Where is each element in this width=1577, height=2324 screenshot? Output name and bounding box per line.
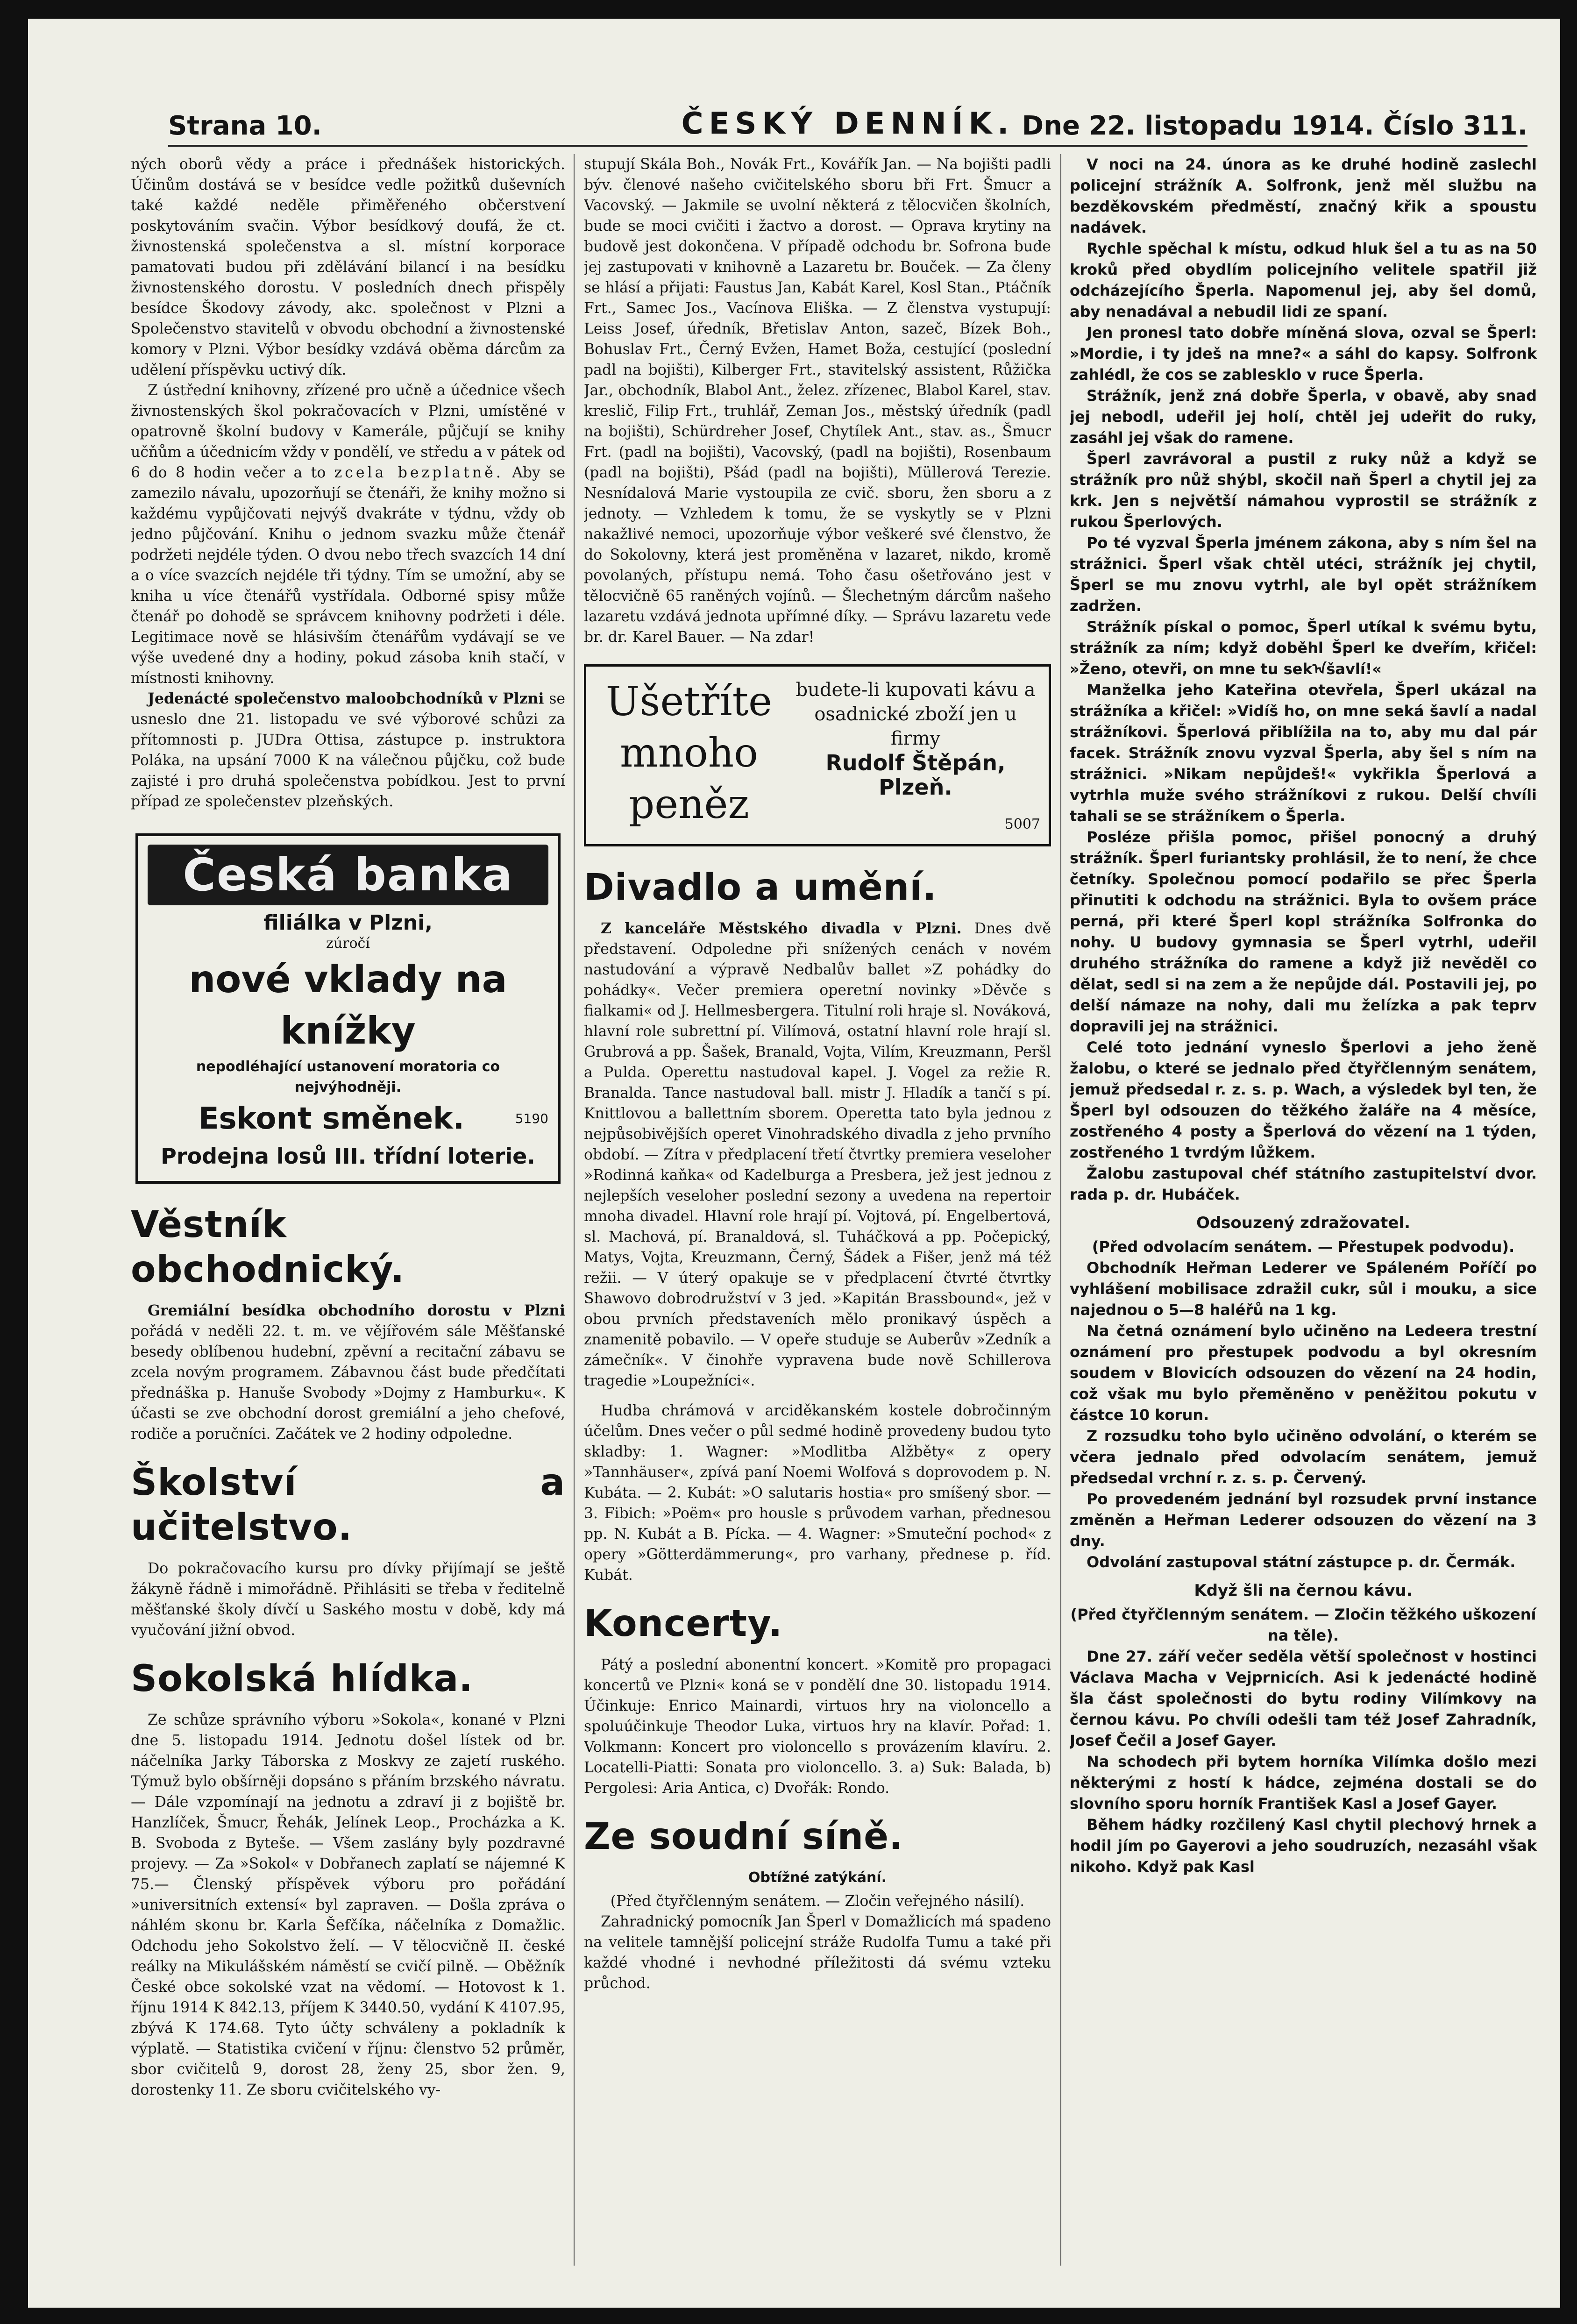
article-paragraph: Po provedeném jednání byl rozsudek první instance změněn a Heřman Lederer odsouzen do vězení na 3 dny.: [1070, 1490, 1537, 1550]
lead-in: Z kanceláře Městského divadla v Plzni.: [601, 920, 962, 937]
article-paragraph: Strážník pískal o pomoc, Šperl utíkal k svému bytu, strážník za ním; když doběhl Šperl ke dveřím, křičel: »Ženo, otevři, on mne tu sekᠠšavlí!«: [1070, 618, 1537, 678]
article-paragraph: Během hádky rozčilený Kasl chytil plechový hrnek a hodil jím po Gayerovi a jeho soudruzích, nezasáhl však nikoho. Když pak Kasl: [1070, 1816, 1537, 1876]
ad-line: filiálka v Plzni,: [263, 911, 433, 935]
section-heading: Školství a učitelstvo.: [131, 1462, 565, 1549]
article-paragraph: Obchodník Heřman Lederer ve Spáleném Poříčí po vyhlášení mobilisace zdražil cukr, sůl i mouku, a sice najednou o 5—8 haléřů na 1 kg.: [1070, 1259, 1537, 1319]
article-paragraph: Na četná oznámení bylo učiněno na Ledeera trestní oznámení pro přestupek podvodu a byl okresním soudem v Blovicích odsouzen do vězení na 24 hodin, což však mu bylo přeměněno v peněžitou pokutu v částce 10 korun.: [1070, 1322, 1537, 1424]
article-paragraph: Ze schůze správního výboru »Sokola«, konané v Plzni dne 5. listopadu 1914. Jednotu došel lístek od br. náčelníka Jarky Táborska z Moskvy ze zajetí ruského. Týmuž bylo obšírněji dopsáno s přáním brzského návratu. — Dále vzpomínají na jednotu a zdraví ji z bojiště br. Hanzlíček, Šmucr, Řehák, Jelínek Leop., Procházka a K. B. Svoboda z Byteše. — Všem zaslány byly pozdravné projevy. — Za »Sokol« v Dobřanech zaplatí se nájemné K 75.— Členský příspěvek výboru pro pořádání »universitních extensí« byl zapraven. — Došla zpráva o náhlém skonu br. Karla Šefčíka, náčelníka z Domažlic. Odchodu jeho Sokolstvo želí. — V tělocvičně II. české reálky na Mikulášském náměstí se cvičí pilně. — Oběžník České obce sokolské vzat na vědomí. — Hotovost k 1. říjnu 1914 K 842.13, příjem K 3440.50, vydání K 4107.95, zbývá K 174.68. Tyto účty schváleny a pokladník k výplatě. — Statistika cvičení v říjnu: členstvo 52 průměr, sbor cvičitelů 9, dorost 28, ženy 25, sbor žen. 9, dorostenky 11. Ze sboru cvičitelského vy-: [131, 1712, 565, 2098]
page-header: [168, 93, 1527, 147]
newspaper-page: [28, 19, 1560, 2308]
column-rule: [1060, 154, 1061, 2266]
section-heading: Věstník obchodnický.: [131, 1204, 405, 1291]
article-paragraph: Do pokračovacího kursu pro dívky přijímají se ještě žákyně řádně i mimořádně. Přihlásiti se třeba v ředitelně měšťanské školy dívčí u Saského mostu v době, kdy má vyučování jižní obvod.: [131, 1560, 565, 1639]
article-paragraph: Gremiální besídka obchodního dorostu v Plzni pořádá v neděli 22. t. m. ve vějířovém sále Měšťanské besedy oblíbenou hudební, zpěvní a recitační zábavu se zcela novým programem. Zábavnou část bude předčítati přednáška p. Hanuše Svobody »Dojmy z Hamburku«. K účasti se zve obchodní dorost gremiální a jeho chefové, rodiče a poručníci. Začátek ve 2 hodiny odpoledne.: [131, 1302, 565, 1443]
article-paragraph: Jen pronesl tato dobře míněná slova, ozval se Šperl: »Mordie, i ty jdeš na mne?« a sáhl do kapsy. Solfronk zahlédl, že cos se zablesklo v ruce Šperla.: [1070, 324, 1537, 384]
section-heading: Divadlo a umění.: [584, 867, 937, 909]
ad-line: Eskont směnek. 5190: [148, 1098, 548, 1140]
article-paragraph: Strážník, jenž zná dobře Šperla, v obavě, aby snad jej nebodl, udeřil jej holí, chtěl jej udeřit do ruky, zasáhl jej však do ramene.: [1070, 387, 1537, 447]
article-paragraph: Z ústřední knihovny, zřízené pro učně a účednice všech živnostenských škol pokračovacích v Plzni, umístěné v opatrovně školní budovy v Kamerále, půjčují se knihy učňům a účednicím vždy v pondělí, ve středu a v pátek od 6 do 8 hodin večer a to zcela bezplatně. Aby se zamezilo návalu, upozorňují se čtenáři, že knihy možno si každému vypůjčovati nejvýš dvakráte v týdnu, vždy ob jedno půjčování. Knihu o jednom svazku může čtenář podržeti nejdéle týden. O dvou nebo třech svazcích 14 dní a o více svazcích nejdéle tři týdny. Tím se umožní, aby se kniha u více čtenářů vystřídala. Odborné spisy může čtenář po dohodě se správcem knihovny podržeti i déle. Legitimace nově se hlásivším čtenářům vydávají se ve výše uvedené dny a hodiny, pokud zásoba knih stačí, v místnosti knihovny.: [131, 382, 565, 687]
article-paragraph: Dne 27. září večer seděla větší společnost v hostinci Václava Macha v Vejprnicích. Asi k jedenácté hodině šla část společnosti do bytu rodiny Vilímkovy na černou kávu. Po chvíli odešli tam též Josef Zahradník, Josef Čečil a Josef Gayer.: [1070, 1648, 1537, 1749]
section-heading: Sokolská hlídka.: [131, 1658, 473, 1700]
article-paragraph: ných oborů vědy a práce i přednášek historických. Účinům dostává se v besídce vedle požitků duševních také každé neděle přiměřeného občerstvení poskytováním svačin. Výbor besídkový doufá, že ct. živnostenská společenstva a sl. místní korporace pamatovati budou při zdělávání bilancí i na besídku živnostenského dorostu. V posledních dnech přispěly besídce Škodovy závody, akc. společnost v Plzni a Společenstvo stavitelů v obvodu obchodní a živnostenské komory v Plzni. Výbor besídky vzdává oběma dárcům za udělení příspěvku uctivý dík.: [131, 156, 565, 378]
page-number: Strana 10.: [168, 111, 322, 141]
article-subheading: Odsouzený zdražovatel.: [1196, 1214, 1411, 1232]
article-paragraph: Na schodech při bytem horníka Vilímka došlo mezi některými z hostí k hádce, zejména dostali se do slovního sporu horník František Kasl a Josef Gayer.: [1070, 1753, 1537, 1812]
ad-line: nepodléhající ustanovení moratoria co nejvýhodněji.: [196, 1059, 500, 1095]
section-heading: Koncerty.: [584, 1603, 783, 1645]
article-paragraph: Šperl zavrávoral a pustil z ruky nůž a když se strážník pro nůž shýbl, skočil naň Šperl a chytil jej za krk. Jen s největší námahou vyprostil se strážník z rukou Šperlových.: [1070, 450, 1537, 531]
stepan-advertisement: [584, 664, 1051, 846]
article-subheading: Obtížné zatýkání.: [748, 1869, 887, 1886]
article-paragraph: Manželka jeho Kateřina otevřela, Šperl ukázal na strážníka a křičel: »Vidíš ho, on mne seká šavlí a nadal strážníkovi. Šperlová přiblížila na to, aby mu dal pár facek. Strážník znovu vyzval Šperla, aby šel s ním na strážnici. »Nikam nepůjdeš!« vykřikla Šperlová a vytrhla muže svého strážníkovi z rukou. Delší chvíli tahali se se strážníkem o Šperla.: [1070, 681, 1537, 825]
ad-line: Prodejna losů III. třídní loterie.: [161, 1144, 535, 1169]
masthead-title: ČESKÝ DENNÍK.: [681, 107, 1015, 141]
ad-headline: Ušetříte mnoho peněz: [605, 678, 773, 828]
article-paragraph: Po té vyzval Šperla jménem zákona, aby s ním šel na strážnici. Šperl však chtěl utéci, strážník jej chytil, Šperl se mu znovu vytrhl, ale byl opět strážníkem zadržen.: [1070, 534, 1537, 615]
article-paragraph: Celé toto jednání vyneslo Šperlovi a jeho ženě žalobu, o které se jednalo před čtyřčlenným senátem, jemuž předsedal r. z. s. p. Wach, a výsledek byl ten, že Šperl byl odsouzen do těžkého žaláře na 4 měsíce, zostřeného 4 posty a Šperlová do vězení na 1 týden, zostřeného 1 tvrdým lůžkem.: [1070, 1038, 1537, 1161]
column-rule: [574, 154, 575, 2266]
article-subheading-note: (Před čtyřčlenným senátem. — Zločin těžkého uškození na těle).: [1070, 1606, 1536, 1644]
lead-in: Gremiální besídka obchodního dorostu v Plzni: [148, 1302, 565, 1319]
lead-in: Jedenácté společenstvo maloobchodníků v Plzni: [148, 690, 544, 707]
column-2: [584, 154, 1051, 1994]
article-paragraph: Rychle spěchal k místu, odkud hluk šel a tu as na 50 kroků před obydlím policejního velitele spatřil již odcházejícího Šperla. Napomenul jej, aby šel domů, aby nenadával a nebudil lidi ze spaní.: [1070, 240, 1537, 320]
article-paragraph: Pátý a poslední abonentní koncert. »Komitě pro propagaci koncertů ve Plzni« koná se v pondělí dne 30. listopadu 1914. Účinkuje: Enrico Mainardi, virtuos hry na violoncello a spoluúčinkuje Theodor Luka, virtuos hry na klavír. Pořad: 1. Volkmann: Koncert pro violoncello s provázením klavíru. 2. Locatelli-Piatti: Sonata pro violoncello. 3. a) Suk: Balada, b) Pergolesi: Aria Antica, c) Dvořák: Rondo.: [584, 1656, 1051, 1797]
article-paragraph: Žalobu zastupoval chéf státního zastupitelství dvor. rada p. dr. Hubáček.: [1070, 1165, 1537, 1203]
article-paragraph: Z rozsudku toho bylo učiněno odvolání, o kterém se včera jednalo před odvolacím senátem, jemuž předsedal vrchní r. z. s. p. Červený.: [1070, 1427, 1537, 1487]
column-3: [1070, 154, 1537, 1877]
ad-line: nové vklady na knížky: [189, 958, 507, 1052]
article-paragraph: stupují Skála Boh., Novák Frt., Kovářík Jan. — Na bojišti padli býv. členové našeho cvičitelského sboru bři Frt. Šmucr a Vacovský. — Jakmile se uvolní některá z tělocvičen školních, bude se moci cvičiti i žactvo a dorost. — Oprava krytiny na budově jest dokončena. V případě odchodu br. Sofrona bude jej zastupovati v knihovně a Lazaretu br. Bouček. — Za členy se hlásí a přijati: Faustus Jan, Kabát Karel, Kosl Stan., Ptáčník Frt., Samec Jos., Vacínova Eliška. — Z členstva vystupují: Leiss Josef, úředník, Břetislav Anton, sazeč, Bízek Boh., Bohuslav Frt., Černý Evžen, Hamet Boža, cestující (poslední padl na bojišti), Kilberger Frt., stavitelský assistent, Růžička Jar., obchodník, Blabol Ant., želez. zřízenec, Blabol Karel, stav. kreslič, Filip Frt., truhlář, Zeman Jos., městský úředník (padl na bojišti), Schürdreher Josef, Chytílek Ant., stav. as., Šmucr Frt. (padl na bojišti), Vacovský, (padl na bojišti), Rosenbaum (padl na bojišti), Pšád (padl na bojišti), Müllerová Terezie. Nesnídalová Marie vystoupila ze cvič. sboru, žen sboru a z jednoty. — Vzhledem k tomu, že se vyskytly se v Plzni nakažlivé nemoci, upozorňuje výbor veškeré své členstvo, že do Sokolovny, která jest proměněna v lazaret, nikdo, kromě povolaných, přístupu nemá. Toho času ošetřováno jest v tělocvičně 65 raněných vojínů. — Šlechetným dárcům našeho lazaretu vzdává jednota upřímné díky. — Správu lazaretu vede br. dr. Karel Bauer. — Na zdar!: [584, 156, 1051, 646]
ad-firm: Rudolf Štěpán, Plzeň.: [825, 750, 1006, 800]
article-paragraph: Z kanceláře Městského divadla v Plzni. Dnes dvě představení. Odpoledne při snížených cenách v novém nastudování a výpravě Nedbalův ballet »Z pohádky do pohádky«. Večer premiera operetní novinky »Děvče s fialkami« od J. Hellmesbergera. Titulní roli hraje sl. Nováková, hlavní role subrettní pí. Vilímová, ostatní hlavní role hrají sl. Grubrová a pp. Šašek, Branald, Vojta, Vilím, Kreuzmann, Peršl a Pulda. Operettu nastudoval kapel. J. Vogel za režie R. Branalda. Tance nastudoval ball. mistr J. Hladík a tančí s pí. Knittlovou a ballettním sborem. Operetta tato byla jednou z nejpůsobivějších operet Vinohradského divadla z jeho prvního období. — Zítra v předplacení třetí čtvrtky premiera veseloher »Rodinná kaňka« od Kadelburga a Presbera, jež jest jednou z nejlepších veseloher poslední sezony a uvedena na repertoir mnoha divadel. Hlavní role hrají pí. Vojtová, pí. Engelbertová, sl. Machová, pí. Branaldová, sl. Tuháčková a pp. Počepický, Matys, Vojta, Kreuzmann, Černý, Šádek a Fišer, jenž má též režii. — V úterý opakuje se v předplacení čtvrté čtvrtky Shawovo dobrodružství v 3 jed. »Kapitán Brassbound«, jež v obou prvních představeních mělo pronikavý úspěch a znamenitě pobavilo. — V opeře studuje se Auberův »Zedník a zámečník«. V činohře vypravena bude nově Schillerova tragedie »Loupežníci«.: [584, 920, 1051, 1389]
article-paragraph: Posléze přišla pomoc, přišel ponocný a druhý strážník. Šperl furiantsky prohlásil, že to není, že chce četníky. Společnou pomocí podařilo se přec Šperla přinutiti k odchodu na strážnici. Byla to ovšem práce perná, při které Šperl kopl strážníka Solfronka do nohy. U budovy gymnasia se Šperl vytrhl, udeřil druhého strážníka do ramene a když již nevěděl co dělat, sedl si na zem a že nepůjde dál. Postavili jej, po delší námaze na nohy, dali mu želízka a pak teprv dopravili jej na strážnici.: [1070, 828, 1537, 1035]
ad-body: budete-li kupovati kávu a osadnické zboží jen u firmy Rudolf Štěpán, Plzeň.: [792, 678, 1039, 799]
bank-advertisement: [135, 833, 561, 1184]
article-subheading-note: (Před odvolacím senátem. — Přestupek podvodu).: [1092, 1238, 1515, 1256]
article-paragraph: Jedenácté společenstvo maloobchodníků v Plzni se usneslo dne 21. listopadu ve své výborové schůzi za přítomnosti p. JUDra Ottisa, zástupce p. instruktora Poláka, na upsání 7000 K na válečnou půjčku, což bude zajisté i pro druhá společenstva pobídkou. Jest to první případ ze společenstev plzeňských.: [131, 690, 565, 810]
section-heading: Ze soudní síně.: [584, 1816, 903, 1858]
article-paragraph: V noci na 24. února as ke druhé hodině zaslechl policejní strážník A. Solfronk, jenž měl službu na bezděkovském předměstí, značný křik a spoustu nadávek.: [1070, 156, 1537, 236]
article-subheading-note: (Před čtyřčlenným senátem. — Zločin veřejného násilí).: [610, 1893, 1025, 1910]
bank-logo: Česká banka: [148, 845, 548, 905]
ad-line: zúročí: [326, 935, 370, 952]
issue-date: Dne 22. listopadu 1914. Číslo 311.: [1022, 111, 1527, 141]
article-paragraph: Hudba chrámová v arciděkanském kostele dobročinným účelům. Dnes večer o půl sedmé hodině provedeny budou tyto skladby: 1. Wagner: »Modlitba Alžběty« z opery »Tannhäuser«, zpívá paní Noemi Wolfová s doprovodem p. N. Kubáta. — 2. Kubát: »O salutaris hostia« pro smíšený sbor. — 3. Fibich: »Poëm« pro housle s průvodem varhan, přednesou pp. N. Kubát a B. Pícka. — 4. Wagner: »Smuteční pochod« z opery »Götterdämmerung«, pro varhany, přednese p. říd. Kubát.: [584, 1402, 1051, 1584]
column-1: [131, 154, 565, 2100]
article-paragraph: Zahradnický pomocník Jan Šperl v Domažlicích má spadeno na velitele tamnější policejní stráže Rudolfa Tumu a také při každé vhodné i nevhodné příležitosti dá svému vzteku průchod.: [584, 1913, 1051, 1992]
article-subheading: Když šli na černou kávu.: [1194, 1581, 1413, 1600]
ad-number: 5190: [515, 1111, 548, 1126]
article-paragraph: Odvolání zastupoval státní zástupce p. dr. Čermák.: [1087, 1553, 1516, 1571]
ad-number: 5007: [1004, 816, 1040, 832]
